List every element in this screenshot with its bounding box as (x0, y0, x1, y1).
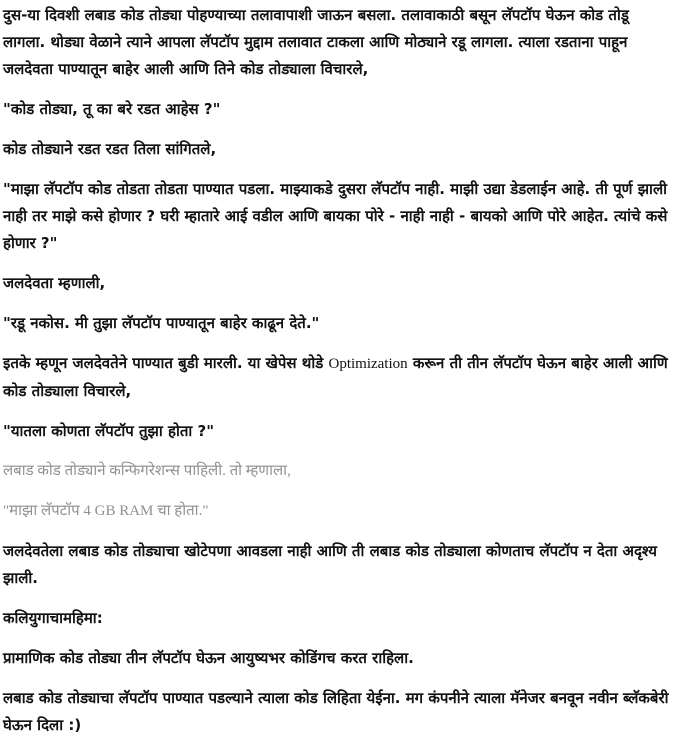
story-paragraph-7 (3, 350, 669, 405)
story-paragraph-5: जलदेवता म्हणाली, (3, 274, 106, 292)
story-paragraph-7-text-before: इतके म्हणून जलदेवतेने पाण्यात बुडी मारली. या खेपेस थोडे (3, 354, 329, 372)
story-paragraph-7-text-after: करून ती तीन लॅपटॉप घेऊन बाहेर आली आणि कोड तोड्याला विचारले, (3, 354, 668, 400)
story-paragraph-9: लबाड कोड तोड्याने कन्फिगरेशन्स पाहिली. तो म्हणाला, (3, 463, 291, 479)
ram-spec-term: 4 GB RAM (83, 503, 154, 519)
story-quote-ram-text-after: चा होता." (153, 503, 209, 519)
story-quote-laptop-fell: "माझा लॅपटॉप कोड तोडता तोडता पाण्यात पडला. माझ्याकडे दुसरा लॅपटॉप नाही. माझी उद्या डेडलाईन आहे. ती पूर्ण झाली नाही तर माझे कसे होणार ? घरी म्हातारे आई वडील आणि बायका पोरे - नाही नाही - बायको आणि पोरे आहेत. त्यांचे कसे होणार ?" (3, 180, 668, 252)
story-paragraph-14: लबाड कोड तोड्याचा लॅपटॉप पाण्यात पडल्याने त्याला कोड लिहिता येईना. मग कंपनीने त्याला मॅनेजर बनवून नवीन ब्लॅकबेरी घेऊन दिला :) (3, 689, 669, 734)
story-paragraph-13: प्रामाणिक कोड तोड्या तीन लॅपटॉप घेऊन आयुष्यभर कोडिंगच करत राहिला. (3, 649, 414, 667)
story-quote-why-crying: "कोड तोड्या, तू का बरे रडत आहेस ?" (3, 100, 221, 118)
optimization-term: Optimization (328, 356, 408, 372)
story-paragraph-1: दुस-या दिवशी लबाड कोड तोड्या पोहण्याच्या तलावापाशी जाऊन बसला. तलावाकाठी बसून लॅपटॉप घेऊन कोड तोडू लागला. थोड्या वेळाने त्याने आपला लॅपटॉप मुद्दाम तलावात टाकला आणि मोठ्याने रडू लागला. त्याला रडताना पाहून जलदेवता पाण्यातून बाहेर आली आणि तिने कोड तोड्याला विचारले, (3, 6, 629, 78)
story-quote-ram (3, 498, 669, 525)
story-paragraph-3: कोड तोड्याने रडत रडत तिला सांगितले, (3, 140, 217, 158)
story-quote-ram-text-before: "माझा लॅपटॉप (3, 503, 84, 519)
section-heading-kaliyug: कलियुगाचामहिमा: (3, 609, 103, 627)
story-quote-which-laptop: "यातला कोणता लॅपटॉप तुझा होता ?" (3, 422, 215, 440)
story-paragraph-11: जलदेवतेला लबाड कोड तोड्याचा खोटेपणा आवडला नाही आणि ती लबाड कोड तोड्याला कोणताच लॅपटॉप न देता अदृश्य झाली. (3, 542, 657, 587)
story-quote-goddess-reply: "रडू नकोस. मी तुझा लॅपटॉप पाण्यातून बाहेर काढून देते." (3, 314, 320, 332)
